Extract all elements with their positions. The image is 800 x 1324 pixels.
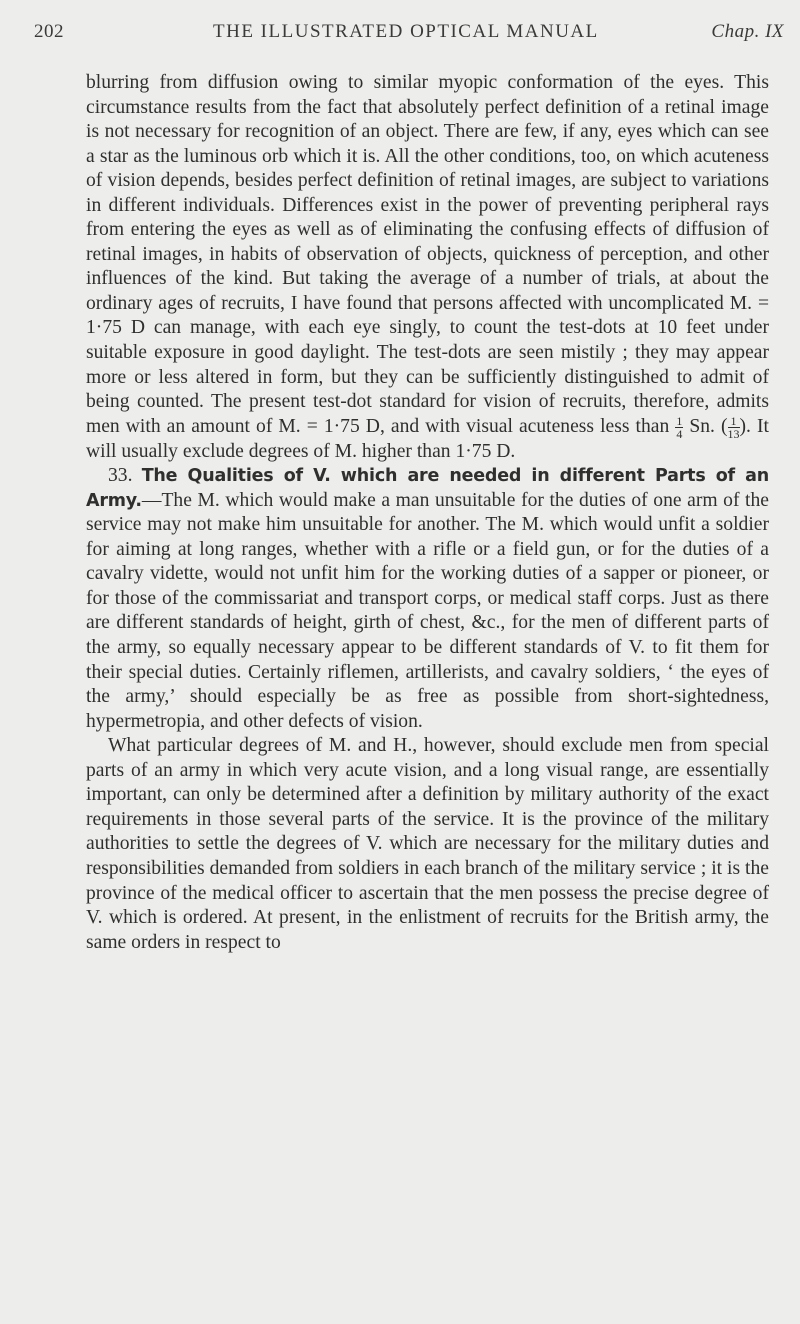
- section-number: 33.: [108, 465, 133, 487]
- paragraph-3: What particular degrees of M. and H., however, should exclude men from special parts of an army in which very acute vision, and a long visual range, are essentially important, can only be determined after a definition by military authority of the exact requirements in those several parts of the service. It is the province of the military authorities to settle the degrees of V. which are necessary for the military duties and responsibilities demanded from soldiers in each branch of the military service ; it is the province of the medical officer to ascertain that the men possess the precise degree of V. which is ordered. At present, in the enlistment of recruits for the British army, the same orders in respect to: [86, 735, 769, 953]
- paragraph-1-end: ). It will usually exclude degrees of M. higher than 1·75 D.: [86, 415, 769, 462]
- fraction-one-quarter: [675, 415, 683, 440]
- section-title: The Qualities of V. which are needed in different Parts of an Army.: [86, 466, 769, 511]
- fraction-one-thirteenth: [728, 415, 740, 440]
- running-title: THE ILLUSTRATED OPTICAL MANUAL: [213, 21, 599, 42]
- section-text: —The M. which would make a man unsuitable for the duties of one arm of the service may not make him unsuitable for another. The M. which would unfit a soldier for aiming at long ranges, whether with a rifle or a field gun, or for the duties of a cavalry vidette, would not unfit him for the working duties of a sapper or pioneer, or for those of the commissariat and transport corps, or medical staff corps. Just as there are different standards of height, girth of chest, &c., for the men of different parts of the army, so equally necessary appear to be different standards of V. to fit them for their special duties. Certainly riflemen, artillerists, and cavalry soldiers, ‘ the eyes of the army,’ should especially be as free as possible from short-sightedness, hypermetropia, and other defects of vision.: [86, 489, 769, 732]
- fraction-numerator: 1: [728, 415, 740, 428]
- body-text: [86, 71, 769, 955]
- paragraph-continued: [86, 71, 769, 464]
- fraction-denominator: 13: [727, 426, 740, 441]
- running-head: [34, 21, 784, 51]
- section-33-paragraph: [86, 464, 769, 734]
- chapter-label: Chap. IX: [711, 21, 784, 42]
- snellen-text: Sn. (: [689, 415, 728, 437]
- fraction-denominator: 4: [676, 426, 683, 441]
- page-number: 202: [34, 21, 64, 42]
- paragraph-1-text: blurring from diffusion owing to similar myopic conformation of the eyes. This circumstance results from the fact that absolutely perfect definition of a retinal image is not necessary for recognition of an object. There are few, if any, eyes which can see a star as the luminous orb which it is. All the other conditions, too, on which acuteness of vision depends, besides perfect definition of retinal images, are subject to variations in different individuals. Differences exist in the power of preventing peripheral rays from entering the eyes as well as of eliminating the confusing effects of diffusion of retinal images, in habits of observation of objects, quickness of perception, and other influences of the kind. But taking the average of a number of trials, at about the ordinary ages of recruits, I have found that persons affected with uncomplicated M. = 1·75 D can manage, with each eye singly, to count the test-dots at 10 feet under suitable exposure in good daylight. The test-dots are seen mistily ; they may appear more or less altered in form, but they can be sufficiently distinguished to admit of being counted. The present test-dot standard for vision of recruits, therefore, admits men with an amount of M. = 1·75 D, and with visual acuteness less than: [86, 72, 769, 437]
- fraction-numerator: 1: [676, 413, 683, 428]
